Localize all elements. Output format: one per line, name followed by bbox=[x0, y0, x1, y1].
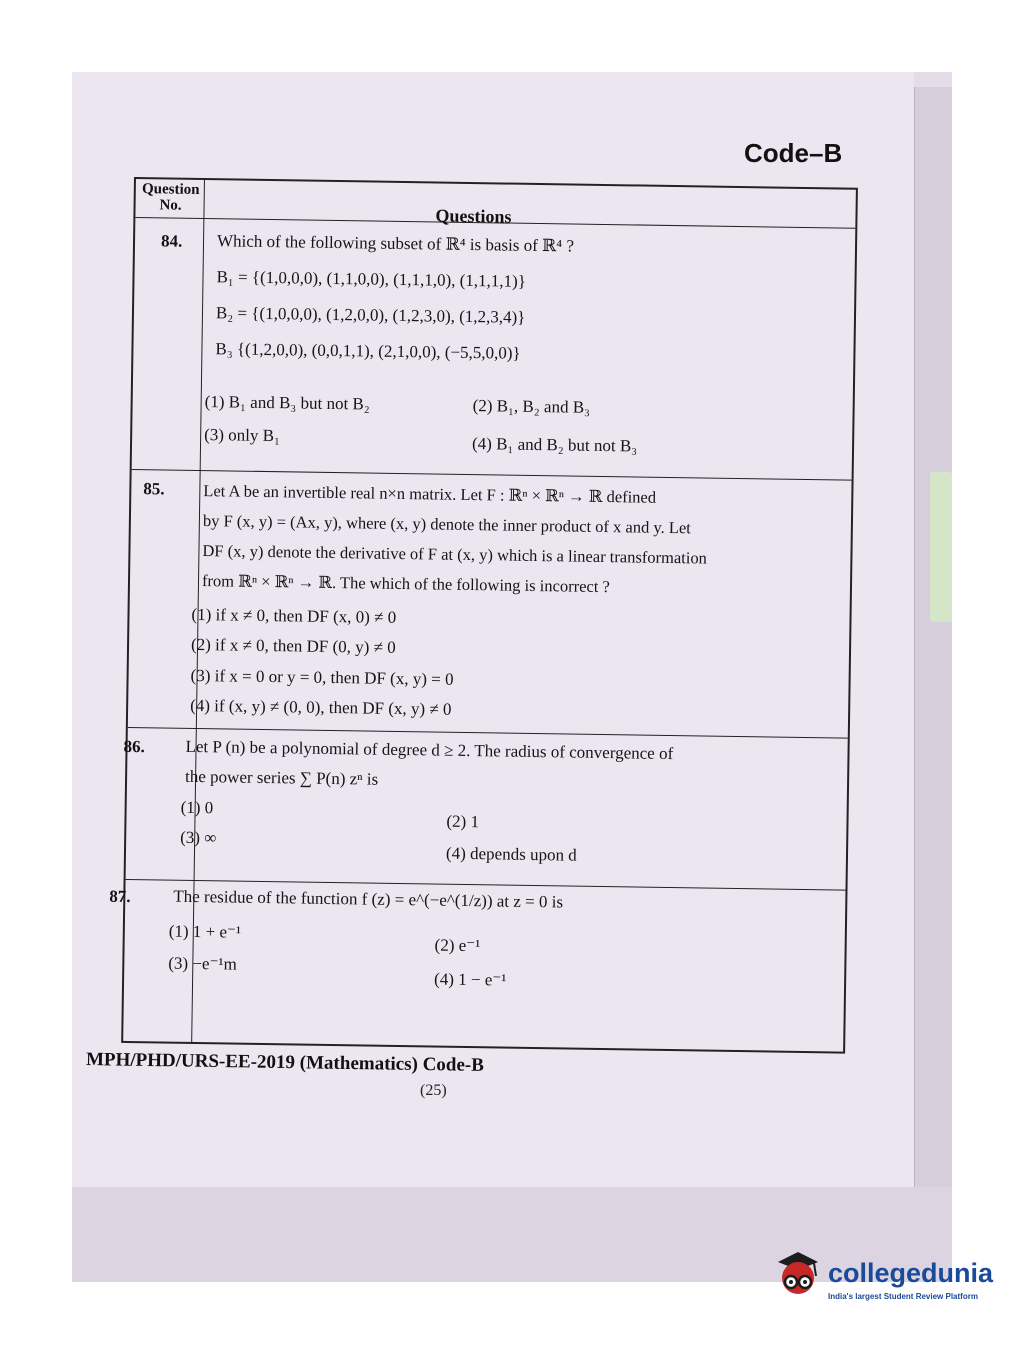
option: (4) if (x, y) ≠ (0, 0), then DF (x, y) ≠ 0 bbox=[190, 695, 452, 719]
question-line: Let A be an invertible real n×n matrix. Let F : ℝⁿ × ℝⁿ → ℝ defined bbox=[203, 481, 657, 507]
code-heading: Code–B bbox=[744, 138, 843, 168]
mascot-icon bbox=[772, 1248, 826, 1302]
option: (2) e⁻¹ bbox=[434, 935, 481, 956]
set-b2: B₂ = {(1,0,0,0), (1,2,0,0), (1,2,3,0), (1,2,3,4)} bbox=[215, 303, 526, 327]
question-text bbox=[215, 226, 574, 369]
set-b1: B₁ = {(1,0,0,0), (1,1,0,0), (1,1,1,0), (1,1,1,1)} bbox=[216, 267, 527, 291]
question-table bbox=[109, 177, 858, 1054]
question-line: Which of the following subset of ℝ⁴ is basis of ℝ⁴ ? bbox=[216, 231, 575, 256]
question-text bbox=[185, 732, 674, 799]
option: (4) 1 − e⁻¹ bbox=[433, 969, 507, 990]
collegedunia-logo bbox=[772, 1248, 992, 1308]
question-number: 85. bbox=[143, 479, 165, 499]
option: (1) if x ≠ 0, then DF (x, 0) ≠ 0 bbox=[191, 604, 397, 627]
underlying-sheet-edge bbox=[914, 87, 952, 1247]
option: (2) 1 bbox=[446, 811, 480, 832]
exam-footer: MPH/PHD/URS-EE-2019 (Mathematics) Code-B bbox=[85, 1049, 485, 1076]
question-line: by F (x, y) = (Ax, y), where (x, y) denote the inner product of x and y. Let bbox=[202, 511, 691, 538]
option: (2) if x ≠ 0, then DF (0, y) ≠ 0 bbox=[190, 634, 396, 657]
page-number: (25) bbox=[420, 1082, 447, 1099]
set-b3: B₃ {(1,2,0,0), (0,0,1,1), (2,1,0,0), (−5,5,0,0)} bbox=[215, 339, 521, 363]
brand-tagline: India's largest Student Review Platform bbox=[828, 1292, 978, 1301]
column-header-questions: Questions bbox=[435, 205, 512, 227]
scanned-page bbox=[72, 72, 952, 1282]
option: (2) B₁, B₂ and B₃ bbox=[472, 396, 591, 417]
option: (4) B₁ and B₂ but not B₃ bbox=[471, 434, 638, 456]
question-number: 86. bbox=[123, 736, 145, 757]
option: (1) B₁ and B₃ but not B₂ bbox=[204, 392, 370, 414]
question-number: 84. bbox=[160, 231, 183, 251]
question-number: 87. bbox=[109, 886, 131, 907]
question-line: from ℝⁿ × ℝⁿ → ℝ. The which of the following is incorrect ? bbox=[201, 571, 610, 597]
option: (1) 0 bbox=[180, 797, 214, 818]
side-sticker bbox=[930, 472, 952, 622]
option: (1) 1 + e⁻¹ bbox=[168, 921, 242, 942]
question-text bbox=[202, 476, 708, 603]
option: (3) if x = 0 or y = 0, then DF (x, y) = 0 bbox=[190, 665, 454, 689]
question-line: The residue of the function f (z) = e^(−e^(1/z)) at z = 0 is bbox=[173, 886, 564, 912]
option: (3) ∞ bbox=[180, 827, 217, 848]
question-line: Let P (n) be a polynomial of degree d ≥ 2. The radius of convergence of bbox=[185, 736, 674, 764]
option: (3) −e⁻¹m bbox=[168, 953, 237, 974]
column-header-question-no: Question No. bbox=[141, 181, 200, 214]
question-line: DF (x, y) denote the derivative of F at (x, y) which is a linear transformation bbox=[202, 541, 708, 568]
option: (4) depends upon d bbox=[445, 843, 577, 865]
option: (3) only B₁ bbox=[204, 425, 281, 446]
question-text bbox=[173, 882, 563, 918]
brand-name: collegedunia bbox=[828, 1258, 994, 1288]
question-line: the power series ∑ P(n) zⁿ is bbox=[184, 766, 379, 789]
